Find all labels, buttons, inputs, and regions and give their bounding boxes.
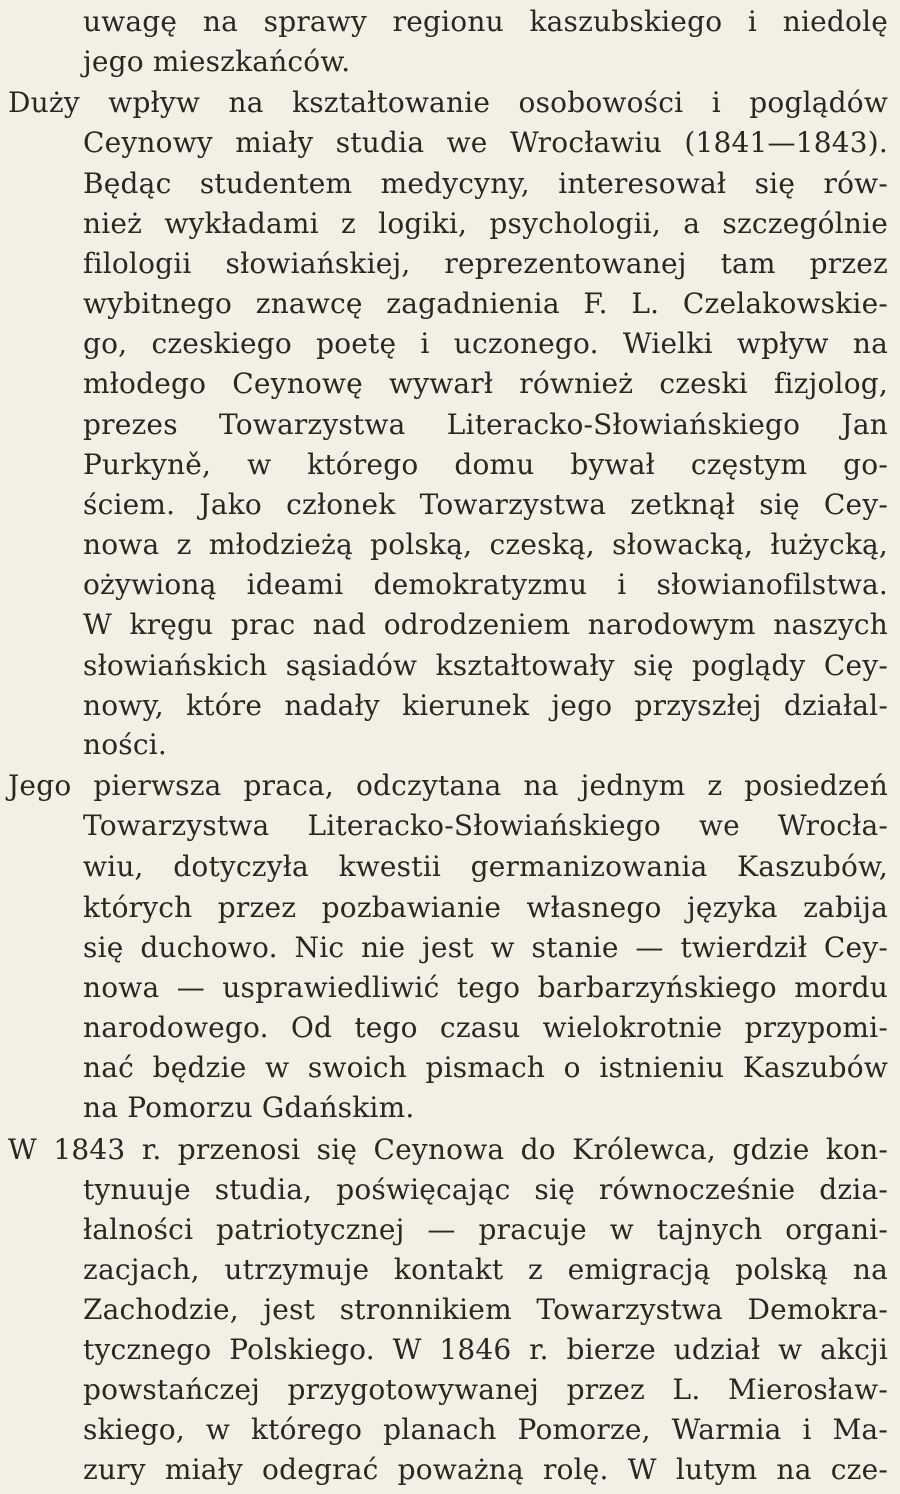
text-line: się duchowo. Nic nie jest w stanie — twierdził Cey- [83,931,888,964]
paragraph-first-line: Jego pierwsza praca, odczytana na jednym z posiedzeń [8,769,888,802]
text-line: łalności patriotycznej — pracuje w tajnych organi- [83,1213,888,1246]
text-line: W kręgu prac nad odrodzeniem narodowym naszych [83,608,888,641]
text-line: filologii słowiańskiej, reprezentowanej tam przez [83,247,888,280]
text-line: tycznego Polskiego. W 1846 r. bierze udział w akcji [83,1333,888,1366]
text-line: wybitnego znawcę zagadnienia F. L. Czelakowskie- [83,287,888,320]
text-line: uwagę na sprawy regionu kaszubskiego i niedolę [83,5,888,38]
text-line: zury miały odegrać poważną rolę. W lutym na cze- [83,1453,888,1486]
text-line: nież wykładami z logiki, psychologii, a szczególnie [83,207,888,240]
text-line: nowa z młodzieżą polską, czeską, słowacką, łużycką, [83,528,888,561]
text-line: ności. [83,728,167,761]
text-line: zacjach, utrzymuje kontakt z emigracją polską na [83,1253,888,1286]
text-line: powstańczej przygotowywanej przez L. Mierosław- [83,1373,888,1406]
text-line: których przez pozbawianie własnego języka zabija [83,891,888,924]
text-line: nowy, które nadały kierunek jego przyszłej działal- [83,689,888,722]
text-line: Towarzystwa Literacko-Słowiańskiego we Wrocła- [83,809,888,842]
paragraph-first-line: Duży wpływ na kształtowanie osobowości i poglądów [8,86,888,119]
text-line: narodowego. Od tego czasu wielokrotnie przypomi- [83,1011,888,1044]
text-line: Ceynowy miały studia we Wrocławiu (1841—1843). [83,126,888,159]
text-line: Purkyně, w którego domu bywał częstym go- [83,448,888,481]
text-line: skiego, w którego planach Pomorze, Warmia i Ma- [83,1413,888,1446]
text-line: na Pomorzu Gdańskim. [83,1091,415,1124]
text-line: Będąc studentem medycyny, interesował się rów- [83,167,888,200]
text-line: słowiańskich sąsiadów kształtowały się poglądy Cey- [83,649,888,682]
text-line: nać będzie w swoich pismach o istnieniu Kaszubów [83,1051,888,1084]
paragraph-first-line: W 1843 r. przenosi się Ceynowa do Królewca, gdzie kon- [8,1133,888,1166]
text-line: Zachodzie, jest stronnikiem Towarzystwa Demokra- [83,1293,888,1326]
text-line: ożywioną ideami demokratyzmu i słowianofilstwa. [83,568,888,601]
text-line: nowa — usprawiedliwić tego barbarzyńskiego mordu [83,971,888,1004]
text-line: go, czeskiego poetę i uczonego. Wielki wpływ na [83,327,888,360]
text-line: młodego Ceynowę wywarł również czeski fizjolog, [83,367,888,400]
text-line: ściem. Jako członek Towarzystwa zetknął się Cey- [83,488,888,521]
text-line: wiu, dotyczyła kwestii germanizowania Kaszubów, [83,850,888,883]
text-line: jego mieszkańców. [83,45,351,78]
text-line: prezes Towarzystwa Literacko-Słowiańskiego Jan [83,408,888,441]
text-line: tynuuje studia, poświęcając się równocześnie dzia- [83,1173,888,1206]
